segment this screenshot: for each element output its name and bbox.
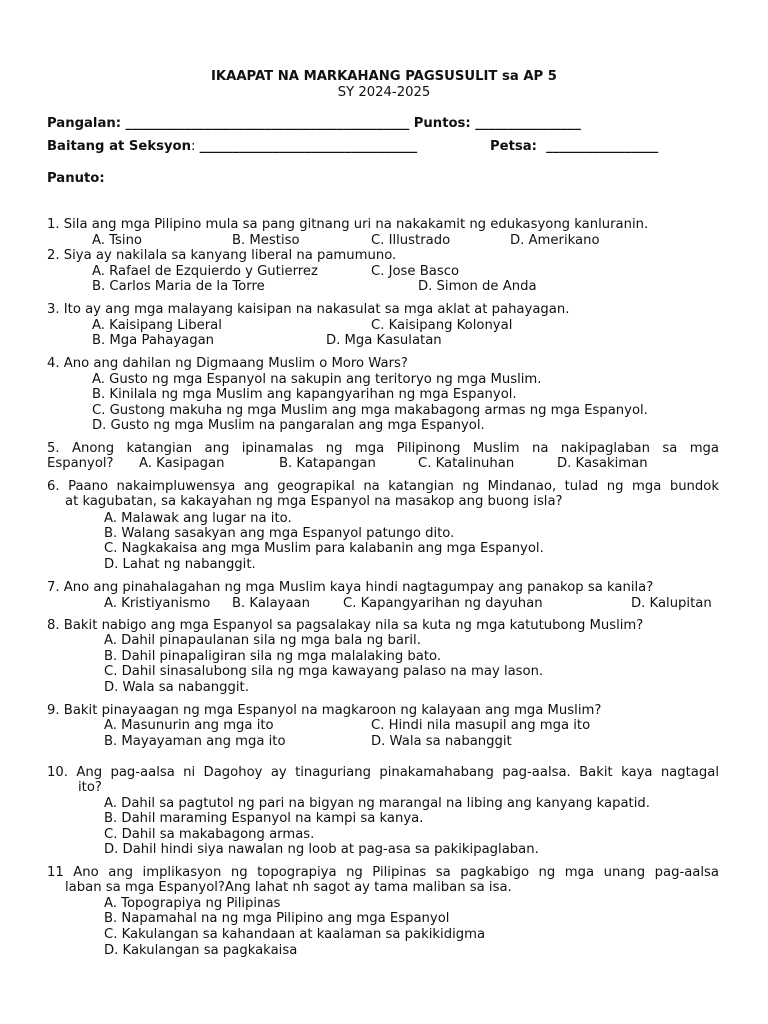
question-8-choice-c[interactable]: C. Dahil sinasalubong sila ng mga kawayang palaso na may lason. [104,664,544,679]
question-3-choice-a[interactable]: A. Kaisipang Liberal [92,318,222,333]
question-5-stem-cont: Espanyol? [47,456,114,471]
question-1-stem: 1. Sila ang mga Pilipino mula sa pang gitnang uri na nakakamit ng edukasyong kanluranin. [47,217,649,232]
name-label: Pangalan: [47,116,122,131]
question-7-choice-b[interactable]: B. Kalayaan [232,596,310,611]
question-9-choice-c[interactable]: C. Hindi nila masupil ang mga ito [371,718,591,733]
date-row [490,139,658,155]
question-9-choice-b[interactable]: B. Mayayaman ang mga ito [104,734,286,749]
section-colon: : [191,139,196,154]
question-2-choice-a[interactable]: A. Rafael de Ezquierdo y Gutierrez [92,264,318,279]
question-3-choice-b[interactable]: B. Mga Pahayagan [92,333,215,348]
question-7-choice-d[interactable]: D. Kalupitan [631,596,712,611]
question-8-choice-a[interactable]: A. Dahil pinapaulanan sila ng mga bala ng baril. [104,633,421,648]
question-7-choice-c[interactable]: C. Kapangyarihan ng dayuhan [343,596,543,611]
question-9-choice-a[interactable]: A. Masunurin ang mga ito [104,718,274,733]
question-5-choice-b[interactable]: B. Katapangan [279,456,376,471]
question-10-stem-cont: ito? [78,780,102,795]
question-5-choice-d[interactable]: D. Kasakiman [557,456,648,471]
question-4-choice-d[interactable]: D. Gusto ng mga Muslim na pangaralan ang mga Espanyol. [92,418,485,433]
question-5-choice-c[interactable]: C. Katalinuhan [418,456,515,471]
score-label: Puntos: [413,116,471,131]
date-field[interactable]: _________________ [546,139,659,154]
question-2-choice-b[interactable]: B. Carlos Maria de la Torre [92,279,265,294]
question-8-stem: 8. Bakit nabigo ang mga Espanyol sa pagsalakay nila sa kuta ng mga katutubong Muslim? [47,618,644,633]
question-11-choice-d[interactable]: D. Kakulangan sa pagkakaisa [104,943,298,958]
instructions-label: Panuto: [47,171,105,186]
question-10-choice-d[interactable]: D. Dahil hindi siya nawalan ng loob at pag-asa sa pakikipaglaban. [104,842,539,857]
question-6-choice-c[interactable]: C. Nagkakaisa ang mga Muslim para kalabanin ang mga Espanyol. [104,541,544,556]
question-10-stem: 10. Ang pag-aalsa ni Dagohoy ay tinaguriang pinakamahabang pag-aalsa. Bakit kaya nagtagal [47,765,719,780]
question-11-choice-b[interactable]: B. Napamahal na ng mga Pilipino ang mga Espanyol [104,911,450,926]
question-1-choice-d[interactable]: D. Amerikano [510,233,600,248]
question-10-choice-b[interactable]: B. Dahil maraming Espanyol na kampi sa kanya. [104,811,424,826]
question-6-stem-cont: at kagubatan, sa kakayahan ng mga Espanyol na masakop ang buong isla? [65,494,563,509]
question-3-choice-c[interactable]: C. Kaisipang Kolonyal [371,318,513,333]
question-1-choice-a[interactable]: A. Tsino [92,233,143,248]
question-4-choice-c[interactable]: C. Gustong makuha ng mga Muslim ang mga makabagong armas ng mga Espanyol. [92,403,648,418]
question-1-choice-c[interactable]: C. Illustrado [371,233,451,248]
question-6-stem: 6. Paano nakaimpluwensya ang geograpikal na katangian ng Mindanao, tulad ng mga bundok [47,479,719,494]
score-field[interactable]: ________________ [475,116,581,131]
question-4-stem: 4. Ano ang dahilan ng Digmaang Muslim o Moro Wars? [47,356,408,371]
question-7-stem: 7. Ano ang pinahalagahan ng mga Muslim kaya hindi nagtagumpay ang panakop sa kanila? [47,580,654,595]
question-4-choice-b[interactable]: B. Kinilala ng mga Muslim ang kapangyarihan ng mga Espanyol. [92,387,517,402]
question-3-choice-d[interactable]: D. Mga Kasulatan [326,333,442,348]
question-9-stem: 9. Bakit pinayaagan ng mga Espanyol na magkaroon ng kalayaan ang mga Muslim? [47,703,602,718]
question-7-choice-a[interactable]: A. Kristiyanismo [104,596,211,611]
question-5-stem: 5. Anong katangian ang ipinamalas ng mga Pilipinong Muslim na nakipaglaban sa mga [47,441,719,456]
question-9-choice-d[interactable]: D. Wala sa nabanggit [371,734,512,749]
name-row [47,116,581,132]
date-label: Petsa: [490,139,537,154]
section-row [47,139,417,155]
question-10-choice-c[interactable]: C. Dahil sa makabagong armas. [104,827,315,842]
question-5-choice-a[interactable]: A. Kasipagan [139,456,225,471]
question-6-choice-b[interactable]: B. Walang sasakyan ang mga Espanyol patungo dito. [104,526,455,541]
question-11-choice-c[interactable]: C. Kakulangan sa kahandaan at kaalaman sa pakikidigma [104,927,486,942]
question-6-choice-a[interactable]: A. Malawak ang lugar na ito. [104,511,292,526]
exam-title: IKAAPAT NA MARKAHANG PAGSUSULIT sa AP 5 [211,69,557,84]
question-6-choice-d[interactable]: D. Lahat ng nabanggit. [104,557,256,572]
question-2-choice-d[interactable]: D. Simon de Anda [418,279,537,294]
school-year: SY 2024-2025 [337,85,431,100]
question-11-choice-a[interactable]: A. Topograpiya ng Pilipinas [104,896,281,911]
question-2-choice-c[interactable]: C. Jose Basco [371,264,460,279]
question-11-stem-cont: laban sa mga Espanyol?Ang lahat nh sagot ay tama maliban sa isa. [65,880,512,895]
section-label: Baitang at Seksyon [47,139,191,154]
question-11-stem: 11 Ano ang implikasyon ng topograpiya ng Pilipinas sa pagkabigo ng mga unang pag-aalsa [47,865,719,880]
name-field[interactable]: ___________________________________________ [125,116,410,131]
question-3-stem: 3. Ito ay ang mga malayang kaisipan na nakasulat sa mga aklat at pahayagan. [47,302,570,317]
question-4-choice-a[interactable]: A. Gusto ng mga Espanyol na sakupin ang teritoryo ng mga Muslim. [92,372,542,387]
question-10-choice-a[interactable]: A. Dahil sa pagtutol ng pari na bigyan ng marangal na libing ang kanyang kapatid. [104,796,650,811]
question-8-choice-b[interactable]: B. Dahil pinapaligiran sila ng mga malalaking bato. [104,649,442,664]
question-1-choice-b[interactable]: B. Mestiso [232,233,300,248]
question-2-stem: 2. Siya ay nakilala sa kanyang liberal na pamumuno. [47,248,397,263]
question-8-choice-d[interactable]: D. Wala sa nabanggit. [104,680,249,695]
section-field[interactable]: _________________________________ [199,139,418,154]
